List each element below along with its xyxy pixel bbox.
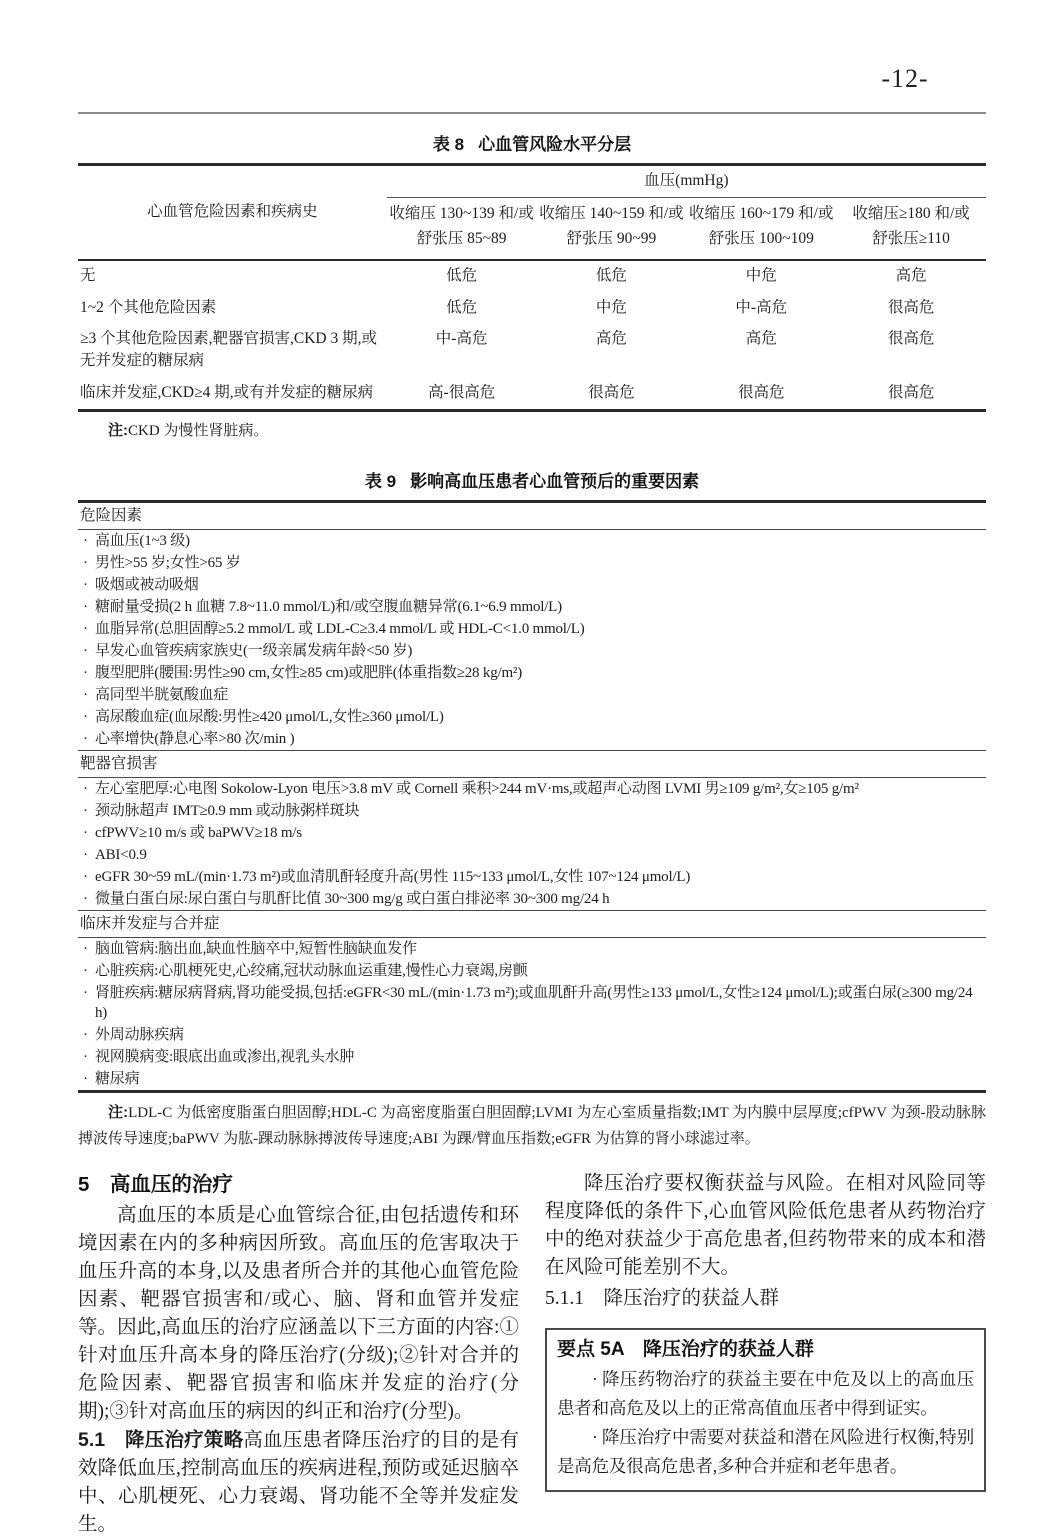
- note-label: 注:: [108, 1103, 129, 1121]
- table-cell: 很高危: [887, 330, 935, 347]
- list-item: [78, 706, 986, 728]
- list-item: [78, 618, 986, 640]
- list-item: [78, 960, 986, 982]
- table-cell: 高危: [836, 260, 986, 292]
- list-item: [78, 866, 986, 888]
- table-cell: 很高危: [537, 378, 687, 411]
- bullet-icon: ·: [83, 686, 88, 703]
- bullet-icon: ·: [83, 1070, 88, 1087]
- table-row: [78, 378, 986, 411]
- section-5-heading: 5 高血压的治疗: [78, 1172, 233, 1196]
- table-cell: 中-高危: [735, 298, 788, 316]
- bullet-icon: ·: [83, 664, 88, 681]
- list-item: [78, 1024, 986, 1046]
- list-item-text: 微量白蛋白尿:尿白蛋白与肌酐比值 30~300 mg/g 或白蛋白排泌率 30~300 mg/24 h: [95, 890, 610, 907]
- bullet-icon: ·: [83, 824, 88, 841]
- bullet-icon: ·: [83, 642, 88, 659]
- bullet-icon: ·: [83, 598, 88, 615]
- table-cell: 中危: [686, 260, 836, 292]
- bullet-icon: ·: [83, 962, 88, 979]
- note-label: 注:: [108, 422, 128, 440]
- table8-title: [78, 130, 986, 155]
- table-cell-factor: 临床并发症,CKD≥4 期,或有并发症的糖尿病: [78, 378, 387, 411]
- list-item-text: 心脏疾病:心肌梗死史,心绞痛,冠状动脉血运重建,慢性心力衰竭,房颤: [95, 962, 528, 979]
- table9-title-label: 表 9: [364, 471, 397, 491]
- table-row: [78, 324, 986, 378]
- keypoint-box-title: 要点 5A 降压治疗的获益人群: [557, 1338, 814, 1360]
- table-row: [78, 260, 986, 292]
- table8-colhead: [686, 198, 836, 260]
- right-column: [545, 1170, 986, 1539]
- table-cell: 中-高危: [435, 330, 488, 347]
- table-cell: 高危: [595, 330, 627, 347]
- table-row: [78, 293, 986, 324]
- bullet-icon: ·: [592, 1368, 598, 1389]
- table8-title-label: 表 8: [432, 135, 465, 154]
- list-item-text: 糖耐量受损(2 h 血糖 7.8~11.0 mmol/L)和/或空腹血糖异常(6.1~6.9 mmol/L): [95, 598, 562, 615]
- keypoint-box: [545, 1328, 986, 1492]
- colhead-line1: 收缩压 140~159 和/或: [539, 205, 684, 223]
- table-cell: 低危: [446, 298, 478, 316]
- paragraph-text: 高血压患者降压治疗的目的是有效降低血压,控制高血压的疾病进程,预防或延迟脑卒中、心肌梗死、心力衰竭、肾功能不全等并发症发生。: [78, 1429, 519, 1535]
- table8-colhead: [387, 198, 537, 260]
- bullet-icon: ·: [83, 802, 88, 819]
- list-item: [78, 1068, 986, 1090]
- keypoint-item: [557, 1423, 974, 1481]
- table9: [78, 500, 986, 1093]
- table8-title-text: 心血管风险水平分层: [478, 135, 632, 154]
- bullet-icon: ·: [83, 1048, 88, 1065]
- bullet-icon: ·: [83, 730, 88, 747]
- list-item: [78, 982, 986, 1024]
- list-item-text: 男性>55 岁;女性>65 岁: [95, 554, 241, 571]
- colhead-line1: 收缩压 130~139 和/或: [389, 205, 534, 223]
- list-item-text: 左心室肥厚:心电图 Sokolow-Lyon 电压>3.8 mV 或 Cornell 乘积>244 mV·ms,或超声心动图 LVMI 男≥109 g/m²,女≥105 g/m²: [95, 780, 859, 797]
- paragraph: [78, 1426, 519, 1539]
- list-item-text: 高尿酸血症(血尿酸:男性≥420 μmol/L,女性≥360 μmol/L): [95, 708, 444, 725]
- section-header: 危险因素: [78, 503, 986, 530]
- list-item: [78, 728, 986, 750]
- colhead-line2: 舒张压 100~109: [708, 230, 814, 248]
- list-item-text: 血脂异常(总胆固醇≥5.2 mmol/L 或 LDL-C≥3.4 mmol/L 或 HDL-C<1.0 mmol/L): [95, 620, 585, 637]
- bullet-icon: ·: [592, 1426, 598, 1447]
- list-item-text: 高血压(1~3 级): [95, 532, 190, 549]
- keypoint-item-text: 降压药物治疗的获益主要在中危及以上的高血压患者和高危及以上的正常高值血压者中得到证实。: [557, 1368, 974, 1418]
- list-item-text: 脑血管病:脑出血,缺血性脑卒中,短暂性脑缺血发作: [95, 940, 417, 957]
- table-cell-factor: 1~2 个其他危险因素: [80, 298, 217, 316]
- table8-colhead: [836, 198, 986, 260]
- bullet-icon: ·: [83, 868, 88, 885]
- table-cell: 高危: [745, 330, 777, 347]
- bullet-icon: ·: [83, 1026, 88, 1043]
- bullet-icon: ·: [83, 940, 88, 957]
- colhead-line1: 收缩压≥180 和/或: [852, 205, 970, 223]
- colhead-line2: 舒张压 85~89: [416, 230, 507, 248]
- note-text: LDL-C 为低密度脂蛋白胆固醇;HDL-C 为高密度脂蛋白胆固醇;LVMI 为左心室质量指数;IMT 为内膜中层厚度;cfPWV 为颈-股动脉脉搏波传导速度;baPWV 为肱-踝动脉脉搏波传导速度;ABI 为踝/臂血压指数;eGFR 为估算的肾小球滤过率。: [78, 1104, 986, 1147]
- table8: [78, 163, 986, 412]
- list-item-text: 外周动脉疾病: [95, 1026, 184, 1043]
- keypoint-item: [557, 1365, 974, 1423]
- list-item: [78, 552, 986, 574]
- table8-col1-header: 心血管危险因素和疾病史: [147, 203, 318, 221]
- table-cell-factor: ≥3 个其他危险因素,靶器官损害,CKD 3 期,或无并发症的糖尿病: [80, 330, 377, 370]
- section-5-1-heading: 5.1 降压治疗策略: [78, 1428, 244, 1451]
- list-item: [78, 640, 986, 662]
- list-item-text: 视网膜病变:眼底出血或渗出,视乳头水肿: [95, 1048, 355, 1065]
- bullet-icon: ·: [83, 984, 88, 1001]
- table-cell: 高-很高危: [387, 378, 537, 411]
- colhead-line2: 舒张压≥110: [872, 230, 950, 248]
- list-item-text: 吸烟或被动吸烟: [95, 576, 199, 593]
- left-column: [78, 1170, 519, 1539]
- page-content: [78, 130, 986, 1539]
- note-text: CKD 为慢性肾脏病。: [128, 423, 269, 440]
- table-cell: 中危: [595, 298, 627, 316]
- bullet-icon: ·: [83, 890, 88, 907]
- table-cell: 低危: [537, 260, 687, 292]
- keypoint-item-text: 降压治疗中需要对获益和潜在风险进行权衡,特别是高危及很高危患者,多种合并症和老年患者。: [557, 1426, 974, 1476]
- section-header: 靶器官损害: [78, 750, 986, 778]
- bullet-icon: ·: [83, 532, 88, 549]
- body-columns: [78, 1170, 986, 1539]
- section-5-1-1-heading: 5.1.1 降压治疗的获益人群: [545, 1287, 780, 1309]
- table9-note: [78, 1100, 986, 1152]
- list-item: [78, 530, 986, 552]
- page-number: -12-: [881, 64, 929, 93]
- list-item: [78, 778, 986, 800]
- list-item-text: 腹型肥胖(腰围:男性≥90 cm,女性≥85 cm)或肥胖(体重指数≥28 kg/m²): [95, 664, 523, 681]
- list-item: [78, 1046, 986, 1068]
- list-item: [78, 662, 986, 684]
- list-item: [78, 938, 986, 960]
- table9-title-text: 影响高血压患者心血管预后的重要因素: [410, 471, 700, 491]
- table-cell: 很高危: [686, 378, 836, 411]
- section-header: 临床并发症与合并症: [78, 910, 986, 938]
- table-cell-factor: 无: [78, 260, 387, 292]
- table-cell: 很高危: [887, 298, 935, 316]
- list-item: [78, 684, 986, 706]
- table8-bp-header: 血压(mmHg): [387, 165, 986, 198]
- list-item-text: ABI<0.9: [95, 846, 147, 863]
- list-item-text: 糖尿病: [95, 1070, 140, 1087]
- list-item-text: eGFR 30~59 mL/(min·1.73 m²)或血清肌酐轻度升高(男性 115~133 μmol/L,女性 107~124 μmol/L): [95, 868, 691, 885]
- list-item: [78, 800, 986, 822]
- colhead-line1: 收缩压 160~179 和/或: [689, 205, 834, 223]
- colhead-line2: 舒张压 90~99: [566, 230, 657, 248]
- bullet-icon: ·: [83, 780, 88, 797]
- list-item-text: 早发心血管疾病家族史(一级亲属发病年龄<50 岁): [95, 642, 413, 659]
- header-divider: [78, 112, 986, 114]
- list-item-text: 高同型半胱氨酸血症: [95, 686, 229, 703]
- paragraph: 降压治疗要权衡获益与风险。在相对风险同等程度降低的条件下,心血管风险低危患者从药物治疗中的绝对获益少于高危患者,但药物带来的成本和潜在风险可能差别不大。: [545, 1172, 986, 1278]
- bullet-icon: ·: [83, 846, 88, 863]
- list-item: [78, 596, 986, 618]
- table9-title: [78, 467, 986, 492]
- list-item: [78, 844, 986, 866]
- paragraph: 高血压的本质是心血管综合征,由包括遗传和环境因素在内的多种病因所致。高血压的危害取决于血压升高的本身,以及患者所合并的其他心血管危险因素、靶器官损害和/或心、脑、肾和血管并发症等。因此,高血压的治疗应涵盖以下三方面的内容:①针对血压升高本身的降压治疗(分级);②针对合并的危险因素、靶器官损害和临床并发症的治疗(分期);③针对高血压的病因的纠正和治疗(分型)。: [78, 1204, 519, 1422]
- list-item: [78, 822, 986, 844]
- list-item-text: cfPWV≥10 m/s 或 baPWV≥18 m/s: [95, 824, 302, 841]
- table-cell: 很高危: [836, 378, 986, 411]
- bullet-icon: ·: [83, 554, 88, 571]
- table8-colhead: [537, 198, 687, 260]
- list-item-text: 肾脏疾病:糖尿病肾病,肾功能受损,包括:eGFR<30 mL/(min·1.73 m²);或血肌酐升高(男性≥133 μmol/L,女性≥124 μmol/L);或蛋白尿(≥300 mg/24 h): [95, 984, 973, 1021]
- table-cell: 低危: [387, 260, 537, 292]
- table8-note: [78, 420, 986, 443]
- list-item-text: 心率增快(静息心率>80 次/min ): [95, 730, 295, 747]
- bullet-icon: ·: [83, 576, 88, 593]
- bullet-icon: ·: [83, 708, 88, 725]
- list-item: [78, 888, 986, 910]
- list-item-text: 颈动脉超声 IMT≥0.9 mm 或动脉粥样斑块: [95, 802, 360, 819]
- bullet-icon: ·: [83, 620, 88, 637]
- list-item: [78, 574, 986, 596]
